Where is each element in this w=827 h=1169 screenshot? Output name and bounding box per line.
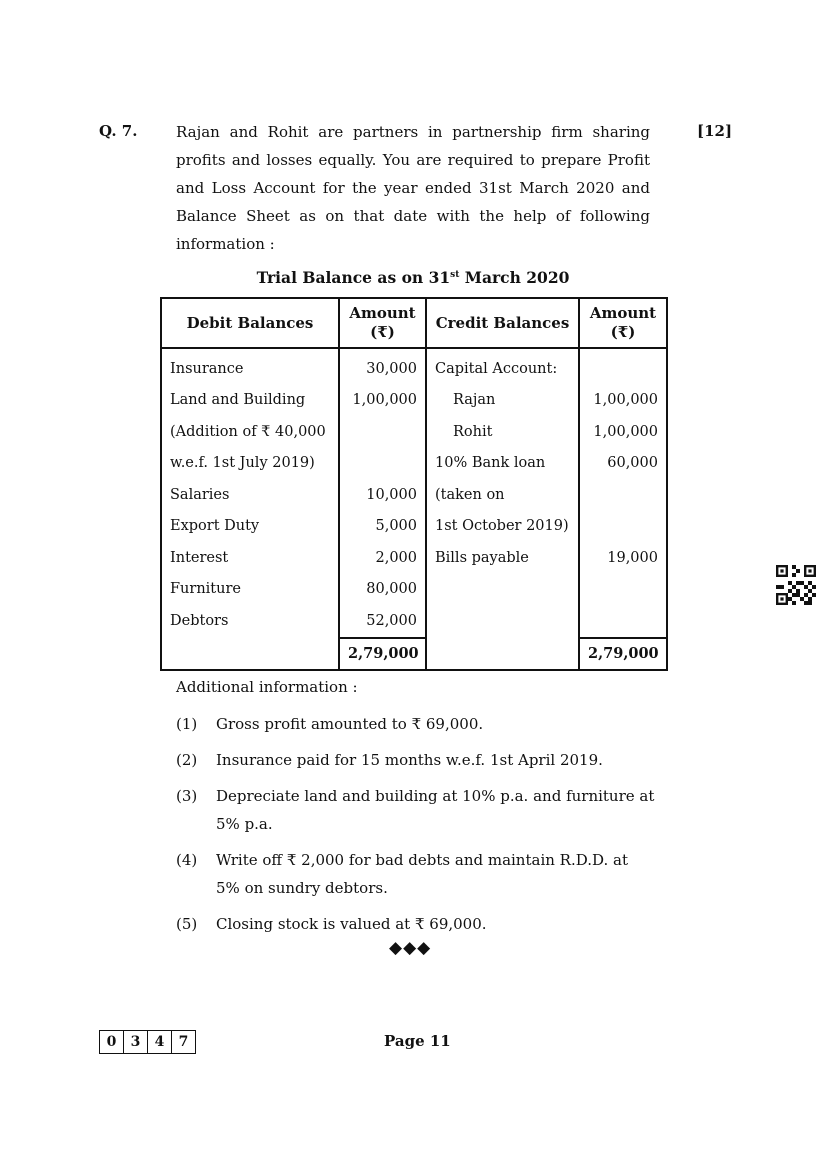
list-item [176, 846, 656, 902]
debit-amount-cell [339, 416, 426, 448]
credit-cell [426, 574, 579, 606]
trial-balance-table [160, 297, 668, 671]
credit-amount-cell: 19,000 [579, 542, 667, 574]
header-credit: Credit Balances [426, 298, 579, 348]
code-digit: 7 [171, 1031, 195, 1053]
header-debit-currency: (₹) [370, 323, 395, 341]
total-debit: 2,79,000 [339, 638, 426, 670]
total-blank-credit [426, 638, 579, 670]
credit-cell: (taken on [426, 479, 579, 511]
item-text: Insurance paid for 15 months w.e.f. 1st April 2019. [216, 751, 603, 769]
item-number: (1) [176, 715, 198, 733]
debit-cell: Insurance [161, 348, 339, 385]
additional-info-list [176, 710, 656, 946]
header-debit-amount-label: Amount [349, 304, 416, 322]
debit-cell: Land and Building [161, 385, 339, 417]
item-number: (2) [176, 751, 198, 769]
credit-amount-cell [579, 605, 667, 638]
credit-amount-cell: 1,00,000 [579, 416, 667, 448]
credit-cell [426, 605, 579, 638]
title-main: Trial Balance as on 31 [256, 268, 451, 287]
table-row [161, 385, 667, 417]
list-item [176, 782, 656, 838]
debit-cell: Interest [161, 542, 339, 574]
item-text: Depreciate land and building at 10% p.a. and furniture at 5% p.a. [216, 787, 655, 833]
credit-amount-cell [579, 574, 667, 606]
page-number: Page 11 [384, 1032, 451, 1050]
debit-amount-cell: 5,000 [339, 511, 426, 543]
credit-cell: 10% Bank loan [426, 448, 579, 480]
qr-code-icon [776, 565, 816, 605]
table-row [161, 416, 667, 448]
paper-code-box [99, 1030, 196, 1054]
debit-amount-cell: 30,000 [339, 348, 426, 385]
debit-cell: w.e.f. 1st July 2019) [161, 448, 339, 480]
additional-info-heading: Additional information : [176, 678, 358, 696]
list-item [176, 710, 656, 738]
code-digit: 3 [123, 1031, 147, 1053]
item-text: Closing stock is valued at ₹ 69,000. [216, 915, 487, 933]
debit-amount-cell: 52,000 [339, 605, 426, 638]
credit-cell: Capital Account: [426, 348, 579, 385]
credit-cell: Bills payable [426, 542, 579, 574]
header-credit-currency: (₹) [610, 323, 636, 341]
title-end: March 2020 [459, 268, 570, 287]
credit-amount-cell [579, 479, 667, 511]
item-text: Gross profit amounted to ₹ 69,000. [216, 715, 484, 733]
end-mark: ◆◆◆ [389, 938, 432, 958]
code-digit: 0 [106, 1034, 117, 1050]
credit-cell: Rajan [426, 385, 579, 417]
question-number: Q. 7. [99, 122, 138, 140]
header-debit-amount [339, 298, 426, 348]
title-superscript: st [450, 269, 460, 280]
debit-cell: Furniture [161, 574, 339, 606]
table-row [161, 511, 667, 543]
question-text: Rajan and Rohit are partners in partnership firm sharing profits and losses equally. You are required to prepare Profit and Loss Account for the year ended 31st March 2020 and Balance Sheet as on that date with the help of following information : [176, 123, 650, 253]
total-row [161, 638, 667, 670]
debit-amount-cell: 10,000 [339, 479, 426, 511]
table-row [161, 448, 667, 480]
table-row [161, 542, 667, 574]
credit-cell: Rohit [426, 416, 579, 448]
code-digit: 4 [147, 1031, 171, 1053]
debit-cell: (Addition of ₹ 40,000 [161, 416, 339, 448]
debit-amount-cell: 1,00,000 [339, 385, 426, 417]
credit-amount-cell: 1,00,000 [579, 385, 667, 417]
debit-amount-cell [339, 448, 426, 480]
item-text: Write off ₹ 2,000 for bad debts and maintain R.D.D. at 5% on sundry debtors. [216, 851, 628, 897]
debit-cell: Export Duty [161, 511, 339, 543]
table-row [161, 479, 667, 511]
item-number: (3) [176, 787, 198, 805]
question-marks: [12] [697, 122, 733, 140]
header-credit-amount-label: Amount [589, 304, 657, 322]
debit-amount-cell: 2,000 [339, 542, 426, 574]
credit-cell: 1st October 2019) [426, 511, 579, 543]
total-blank-debit [161, 638, 339, 670]
table-row [161, 574, 667, 606]
table-row [161, 348, 667, 385]
trial-balance-title [160, 268, 666, 287]
header-debit: Debit Balances [161, 298, 339, 348]
debit-cell: Debtors [161, 605, 339, 638]
debit-amount-cell: 80,000 [339, 574, 426, 606]
header-credit-amount [579, 298, 667, 348]
item-number: (5) [176, 915, 198, 933]
list-item [176, 910, 656, 938]
list-item [176, 746, 656, 774]
debit-cell: Salaries [161, 479, 339, 511]
credit-amount-cell: 60,000 [579, 448, 667, 480]
table-row [161, 605, 667, 638]
credit-amount-cell [579, 348, 667, 385]
total-credit: 2,79,000 [579, 638, 667, 670]
item-number: (4) [176, 851, 198, 869]
credit-amount-cell [579, 511, 667, 543]
